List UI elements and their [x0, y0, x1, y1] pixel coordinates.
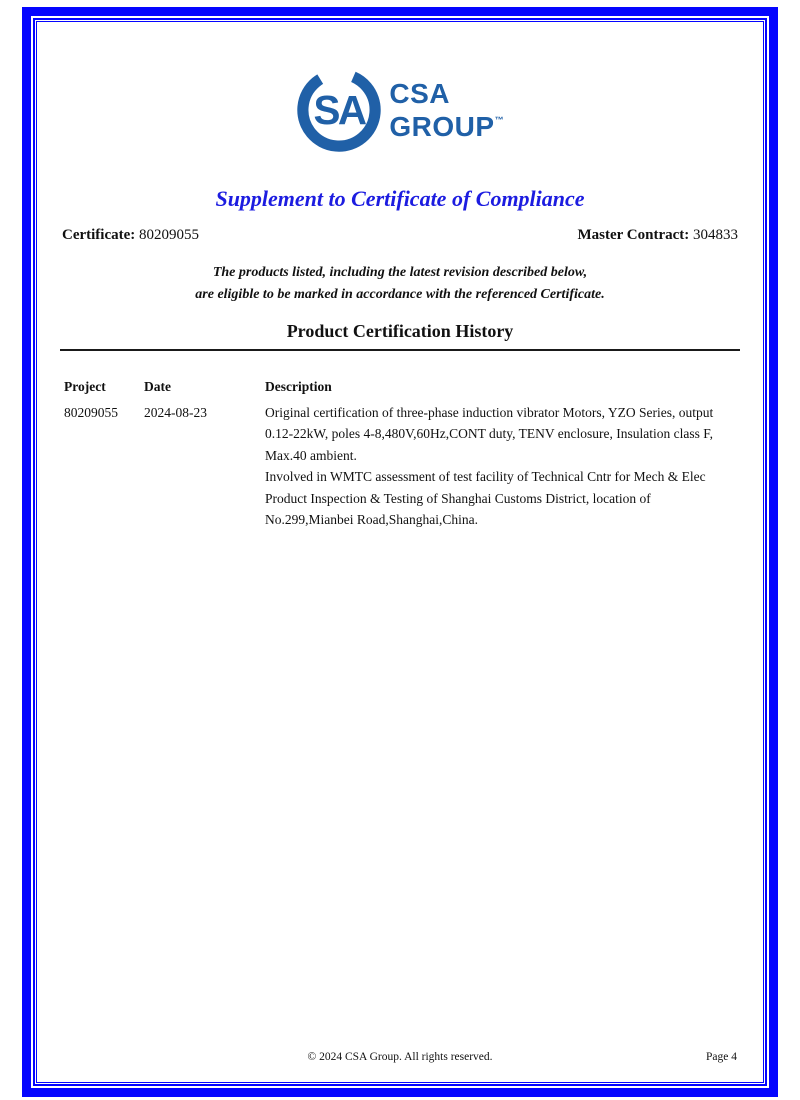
column-header-description: Description	[265, 379, 332, 394]
csa-monogram-letters: SA	[313, 86, 365, 133]
csa-wordmark-line1: CSA	[389, 77, 451, 109]
csa-wordmark	[389, 77, 504, 142]
master-contract-value: 304833	[693, 227, 738, 243]
heading-divider	[60, 349, 740, 351]
column-header-project: Project	[64, 379, 106, 394]
page-footer	[0, 1050, 800, 1065]
page-number: Page 4	[706, 1051, 737, 1063]
copyright-text: © 2024 CSA Group. All rights reserved.	[307, 1051, 493, 1063]
eligibility-note-line1: The products listed, including the latest revision described below,	[212, 265, 588, 280]
trademark-symbol: ™	[494, 114, 504, 125]
description-paragraph: Original certification of three-phase induction vibrator Motors, YZO Series, output 0.12-22kW, poles 4-8,480V,60Hz,CONT duty, TENV enclosure, Insulation class F, Max.40 ambient.	[265, 404, 714, 463]
history-table	[64, 376, 738, 531]
certificate-value: 80209055	[139, 227, 200, 243]
master-contract-label: Master Contract:	[577, 227, 690, 243]
history-row-description	[265, 402, 738, 531]
csa-group-logo	[0, 66, 800, 154]
certificate-info-row	[62, 226, 738, 245]
column-header-date: Date	[144, 379, 171, 394]
certificate-number	[62, 226, 199, 245]
section-heading: Product Certification History	[286, 321, 514, 341]
eligibility-note-line2: are eligible to be marked in accordance with the referenced Certificate.	[195, 286, 605, 302]
master-contract-number	[577, 226, 738, 245]
csa-wordmark-line2: GROUP™	[389, 110, 504, 142]
eligibility-note	[0, 262, 800, 305]
document-title: Supplement to Certificate of Compliance	[215, 186, 585, 211]
csa-monogram-icon	[296, 67, 382, 153]
description-paragraph: Involved in WMTC assessment of test facility of Technical Cntr for Mech & Elec Product Inspection & Testing of Shanghai Customs District, location of No.299,Mianbei Road,Shanghai,China.	[265, 469, 706, 527]
history-row-date: 2024-08-23	[144, 404, 207, 420]
certificate-label: Certificate:	[62, 227, 136, 243]
history-row-project: 80209055	[64, 404, 118, 420]
